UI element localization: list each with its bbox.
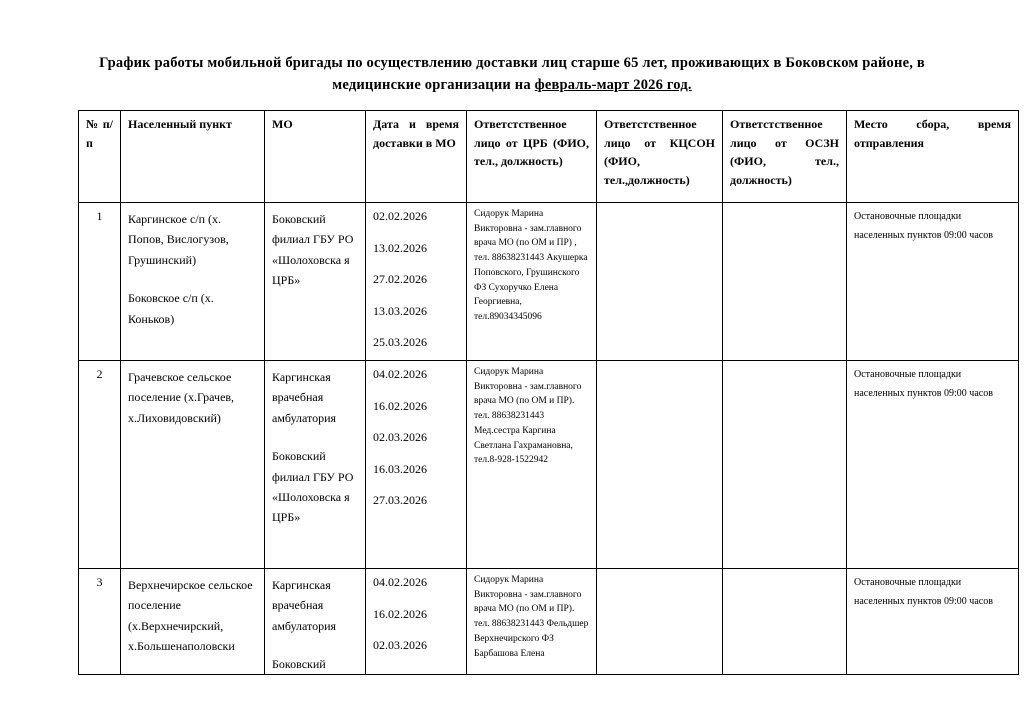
table-row	[79, 202, 1019, 360]
document-title-underlined-period: февраль-март 2026 год.	[534, 77, 692, 94]
text-line: 04.02.2026	[373, 574, 427, 589]
header-cell-col-settlement: Населенный пункт	[121, 110, 265, 202]
text-line: 02.03.2026	[373, 638, 427, 653]
kcson-contact-cell	[597, 360, 723, 568]
text-line: Грачевское сельское поселение (х.Грачев, х.Лиховидовский)	[128, 369, 235, 425]
document-title-text: График работы мобильной бригады по осуществлению доставки лиц старше 65 лет, проживающих в Боковском районе, в медицинские организации на	[99, 55, 925, 94]
header-cell-col-meeting: Место сбора, время отправления	[847, 110, 1019, 202]
delivery-dates-cell	[366, 202, 467, 360]
header-cell-col-kcson: Ответстственное лицо от КЦСОН (ФИО, тел.,должность)	[597, 110, 723, 202]
meeting-place-cell: Остановочные площадки населенных пунктов 09:00 часов	[847, 568, 1019, 674]
medical-org-cell	[265, 360, 366, 568]
text-line: 25.03.2026	[373, 335, 427, 350]
meeting-place-cell: Остановочные площадки населенных пунктов 09:00 часов	[847, 202, 1019, 360]
crb-contact-text: Сидорук Марина Викторовна - зам.главного врача МО (по ОМ и ПР) , тел. 88638231443 Акушерка Поповского, Грушинского ФЗ Сухоручко Елена Георгиевна, тел.89034345096	[474, 208, 588, 322]
text-line: Каргинская врачебная амбулатория	[272, 369, 337, 425]
settlement-cell	[121, 568, 265, 674]
settlement-cell	[121, 202, 265, 360]
crb-contact-text: Сидорук Марина Викторовна - зам.главного врача МО (по ОМ и ПР). тел. 88638231443 Мед.сестра Каргина Светлана Гахрамановна, тел.8-928-1522942	[474, 366, 582, 466]
crb-contact-cell	[467, 202, 597, 360]
text-line: Каргинское с/п (х. Попов, Вислогузов, Грушинский)	[128, 211, 229, 267]
header-cell-col-dates: Дата и время доставки в МО	[366, 110, 467, 202]
row-number-cell: 2	[79, 360, 121, 568]
document-title	[58, 52, 966, 97]
crb-contact-cell	[467, 360, 597, 568]
delivery-dates-cell	[366, 360, 467, 568]
kcson-contact-cell	[597, 202, 723, 360]
header-cell-col-num: № п/п	[79, 110, 121, 202]
settlement-cell	[121, 360, 265, 568]
header-cell-col-crb: Ответстственное лицо от ЦРБ (ФИО, тел., должность)	[467, 110, 597, 202]
header-cell-col-mo: МО	[265, 110, 366, 202]
table-header-row	[79, 110, 1019, 202]
schedule-table	[78, 110, 1019, 675]
oszn-contact-cell	[723, 568, 847, 674]
text-line: Боковский филиал ГБУ РО «Шолоховска я ЦРБ»	[272, 211, 354, 288]
delivery-dates-cell	[366, 568, 467, 674]
text-line: Боковское с/п (х. Коньков)	[128, 291, 214, 326]
crb-contact-text: Сидорук Марина Викторовна - зам.главного врача МО (по ОМ и ПР). тел. 88638231443 Фельдшер Верхнечирского ФЗ Барбашова Елена	[474, 574, 589, 659]
text-line: 16.02.2026	[373, 606, 427, 621]
text-line: 13.03.2026	[373, 303, 427, 318]
medical-org-cell	[265, 568, 366, 674]
oszn-contact-cell	[723, 202, 847, 360]
text-line: 13.02.2026	[373, 240, 427, 255]
text-line: Боковский	[272, 657, 326, 669]
kcson-contact-cell	[597, 568, 723, 674]
text-line: Боковский филиал ГБУ РО «Шолоховска я ЦРБ»	[272, 449, 354, 525]
oszn-contact-cell	[723, 360, 847, 568]
text-line: 16.02.2026	[373, 398, 427, 413]
row-number-cell: 1	[79, 202, 121, 360]
row-number-cell: 3	[79, 568, 121, 674]
text-line: Верхнечирское сельское поселение (х.Верхнечирский, х.Большенаполовски	[128, 577, 253, 654]
text-line: 16.03.2026	[373, 461, 427, 476]
text-line: 02.02.2026	[373, 208, 427, 223]
text-line: 04.02.2026	[373, 366, 427, 381]
header-cell-col-oszn: Ответстственное лицо от ОСЗН (ФИО, тел., должность)	[723, 110, 847, 202]
text-line: 27.03.2026	[373, 493, 427, 508]
medical-org-cell	[265, 202, 366, 360]
meeting-place-cell: Остановочные площадки населенных пунктов 09:00 часов	[847, 360, 1019, 568]
table-row	[79, 360, 1019, 568]
crb-contact-cell	[467, 568, 597, 674]
text-line: 02.03.2026	[373, 430, 427, 445]
text-line: Каргинская врачебная амбулатория	[272, 577, 337, 633]
text-line: 27.02.2026	[373, 272, 427, 287]
table-row	[79, 568, 1019, 674]
